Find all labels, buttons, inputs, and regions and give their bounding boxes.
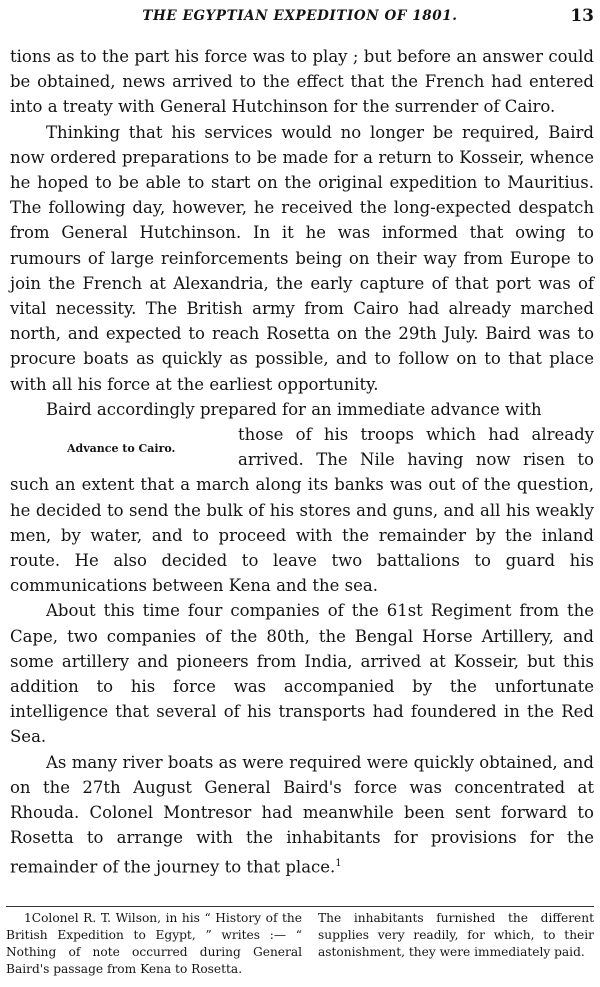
footnote-right-text: The inhabitants furnished the different supplies very readily, for which, to their astonishment, they were immediately paid. [318, 911, 594, 959]
page-header [0, 8, 600, 30]
paragraph-advance-first-line: Baird accordingly prepared for an immediate advance with [46, 399, 542, 419]
footnote-rule [6, 906, 594, 907]
paragraph-river-boats [10, 750, 594, 880]
footnote-left-column [6, 910, 302, 978]
footnote-marker: 1 [335, 857, 342, 869]
running-head: THE EGYPTIAN EXPEDITION OF 1801. [142, 8, 458, 24]
page-number: 13 [570, 6, 594, 26]
paragraph-thinking: Thinking that his services would no longer be required, Baird now ordered preparations to be made for a return to Kosseir, whence he hoped to be able to start on the original expedition to Mauritius. The following day, however, he received the long-expected despatch from General Hutchinson. In it he was informed that owing to rumours of large reinforcements being on their way from Europe to join the French at Alexandria, the early capture of that port was of vital necessity. The British army from Cairo had already marched north, and expected to reach Rosetta on the 29th July. Baird was to procure boats as quickly as possible, and to follow on to that place with all his force at the earliest opportunity. [10, 122, 594, 394]
main-text [10, 44, 594, 879]
footnote-left-text: 1Colonel R. T. Wilson, in his “ History of the British Expedition to Egypt, ” writes :— “ Nothing of note occurred during General Baird's passage from Kena to Rosetta. [6, 911, 302, 976]
margin-note [10, 422, 238, 472]
margin-note-text: Advance to Cairo. [67, 442, 176, 456]
footnote-right-column [318, 910, 594, 961]
paragraph-advance-continued: those of his troops which had already arrived. The Nile having now risen to such an extent that a march along its banks was out of the question, he decided to send the bulk of his stores and guns, and all his weakly men, by water, and to proceed with the remainder by the inland route. He also decided to leave two battalions to guard his communications between Kena and the sea. [10, 425, 594, 596]
paragraph-reinforcements: About this time four companies of the 61st Regiment from the Cape, two companies of the 80th, the Bengal Horse Artillery, and some artillery and pioneers from India, arrived at Kosseir, but this addition to his force was accompanied by the unfortunate intelligence that several of his transports had foundered in the Red Sea. [10, 601, 594, 747]
paragraph-continuation: tions as to the part his force was to play ; but before an answer could be obtained, news arrived to the effect that the French had entered into a treaty with General Hutchinson for the surrender of Cairo. [10, 47, 594, 117]
paragraph-river-boats-text: As many river boats as were required were quickly obtained, and on the 27th August General Baird's force was concentrated at Rhouda. Colonel Montresor had meanwhile been sent forward to Rosetta to arrange with the inhabitants for provisions for the remainder of the journey to that place. [10, 752, 594, 876]
